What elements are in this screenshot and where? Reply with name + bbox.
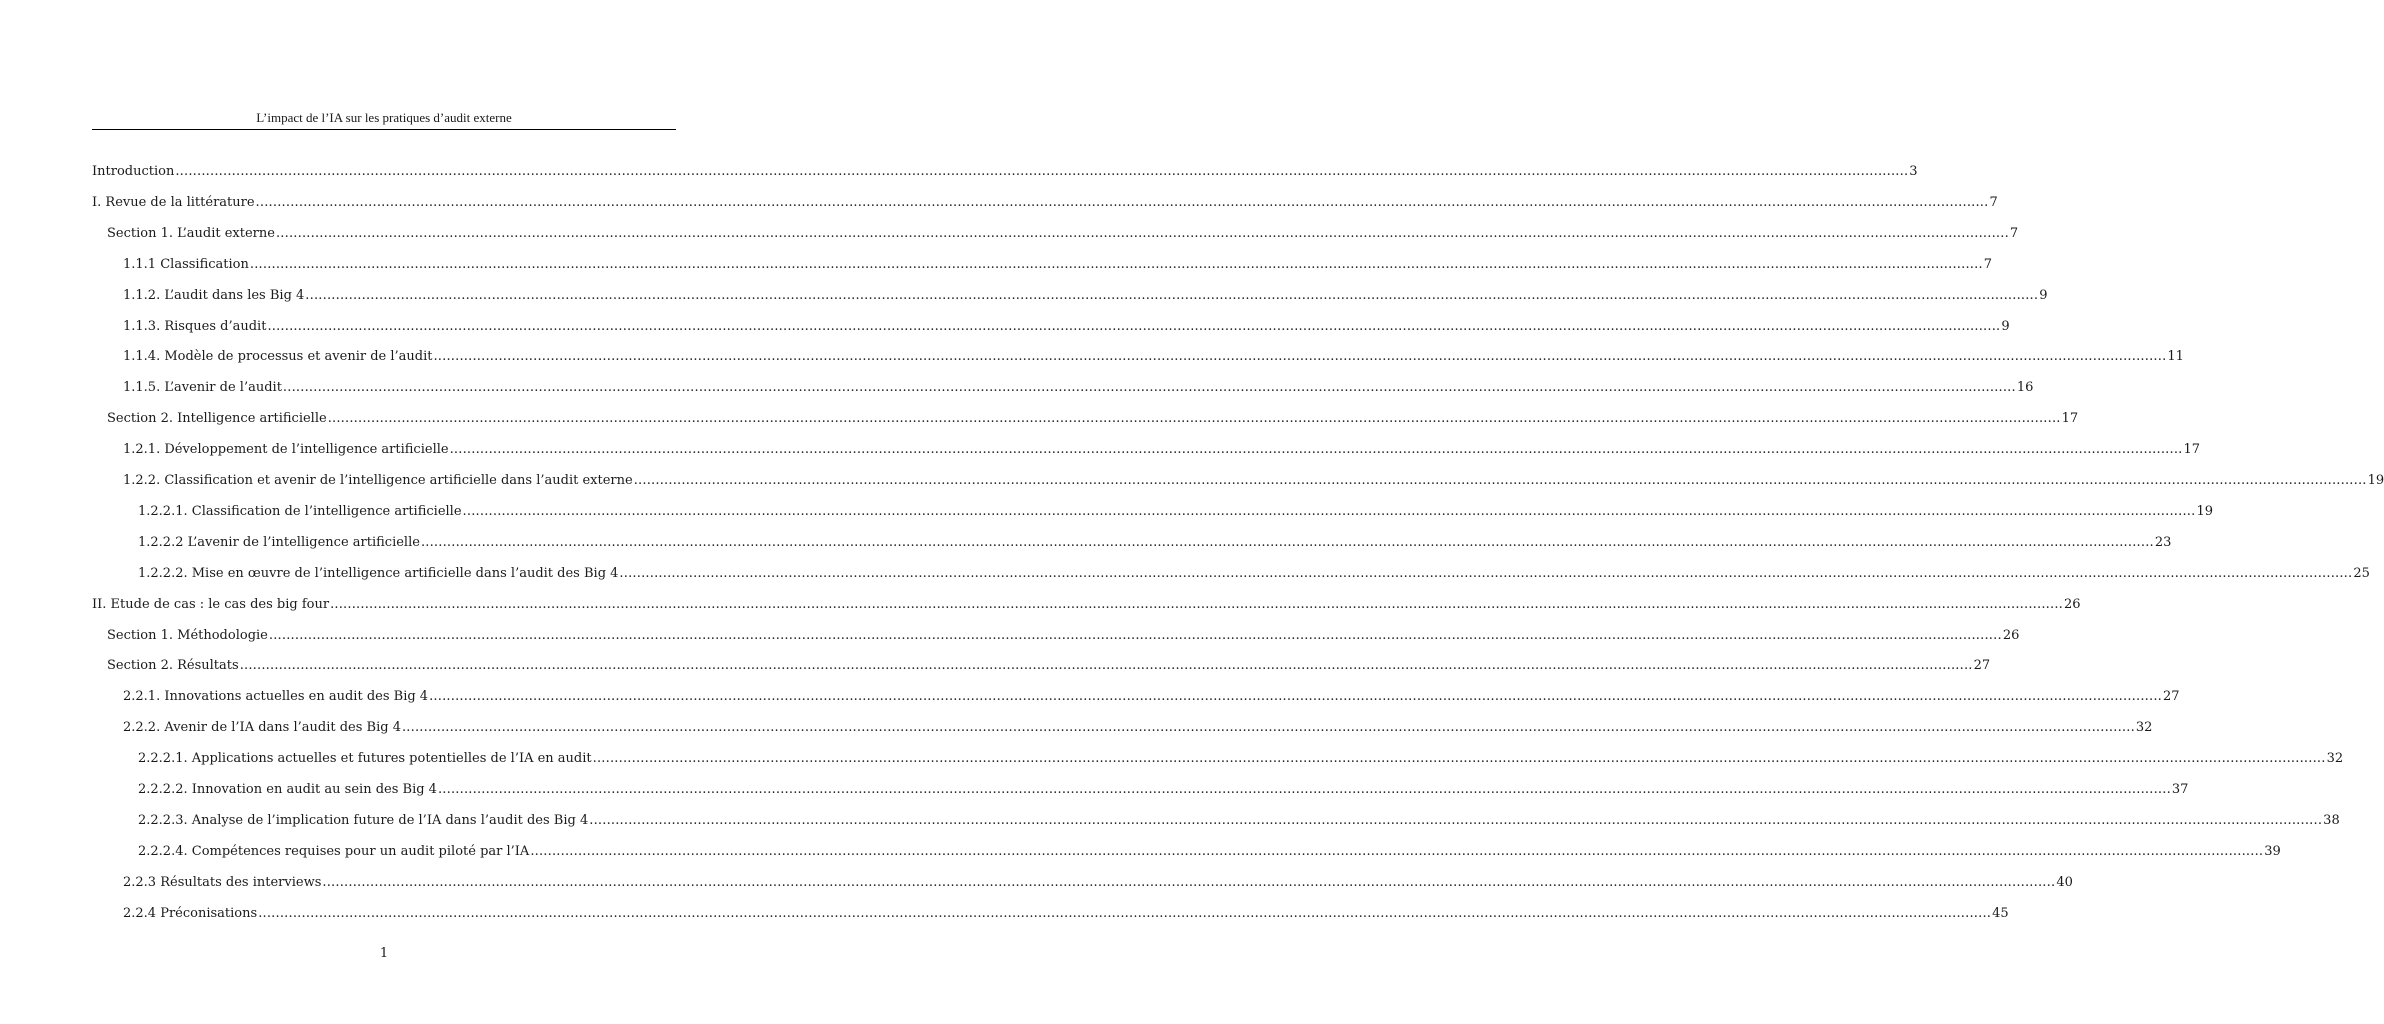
toc-entry-title: Section 1. L’audit externe: [107, 225, 275, 241]
toc-entry-title: Introduction: [92, 164, 175, 179]
toc-entry-page: 9: [2001, 318, 2010, 334]
toc-entry-title: 1.2.2.1. Classification de l’intelligence artificielle: [138, 503, 462, 519]
toc-entry-page: 9: [2039, 287, 2048, 303]
toc-entry[interactable]: [123, 287, 2048, 305]
toc-entry[interactable]: [138, 503, 2214, 521]
toc-entry-page: 19: [2367, 473, 2384, 488]
toc-entry-title: I. Revue de la littérature: [92, 194, 255, 210]
toc-entry-title: 1.2.1. Développement de l’intelligence artificielle: [123, 442, 449, 458]
toc-leader-dots: ................................................................................................................................................................................................................................................................................................................................................................................................................: [433, 349, 2167, 365]
toc-entry-page: 19: [2196, 503, 2214, 519]
toc-entry-title: Section 2. Résultats: [107, 658, 239, 674]
toc-entry-page: 26: [2064, 596, 2081, 612]
toc-entry[interactable]: [138, 534, 2172, 552]
toc-entry-page: 32: [2326, 751, 2344, 767]
toc-leader-dots: ................................................................................................................................................................................................................................................................................................................................................................................................................: [175, 164, 1909, 179]
toc-entry-title: II. Etude de cas : le cas des big four: [92, 596, 330, 612]
toc-leader-dots: ................................................................................................................................................................................................................................................................................................................................................................................................................: [267, 318, 2001, 334]
toc-entry-page: 7: [2009, 225, 2019, 241]
toc-entry[interactable]: [138, 750, 2344, 768]
toc-entry-page: 26: [2002, 627, 2020, 643]
toc-entry-page: 25: [2353, 565, 2370, 581]
toc-leader-dots: ................................................................................................................................................................................................................................................................................................................................................................................................................: [530, 843, 2264, 859]
toc-entry[interactable]: [123, 874, 2073, 892]
toc-entry-title: 1.2.2.2. Mise en œuvre de l’intelligence artificielle dans l’audit des Big 4: [138, 565, 619, 581]
toc-entry-title: 1.1.2. L’audit dans les Big 4: [123, 287, 305, 303]
toc-entry[interactable]: [123, 719, 2153, 737]
toc-leader-dots: ................................................................................................................................................................................................................................................................................................................................................................................................................: [420, 534, 2154, 550]
toc-entry-title: 1.2.2. Classification et avenir de l’intelligence artificielle dans l’audit externe: [123, 473, 633, 488]
toc-entry-page: 17: [2061, 411, 2079, 427]
toc-entry-page: 11: [2167, 349, 2184, 365]
toc-entry[interactable]: [92, 163, 1918, 181]
toc-entry-page: 40: [2056, 874, 2073, 890]
toc-entry-title: 1.1.4. Modèle de processus et avenir de l’audit: [123, 349, 433, 365]
toc-entry[interactable]: [107, 410, 2079, 428]
toc-entry-page: 3: [1909, 164, 1918, 179]
toc-entry[interactable]: [92, 596, 2081, 614]
toc-leader-dots: ................................................................................................................................................................................................................................................................................................................................................................................................................: [282, 380, 2016, 396]
toc-entry[interactable]: [92, 194, 1998, 212]
toc-entry[interactable]: [123, 318, 2010, 336]
toc-entry[interactable]: [138, 781, 2189, 799]
toc-entry-title: 1.2.2.2 L’avenir de l’intelligence artificielle: [138, 534, 420, 550]
toc-leader-dots: ................................................................................................................................................................................................................................................................................................................................................................................................................: [275, 225, 2009, 241]
toc-entry-page: 32: [2135, 720, 2153, 736]
toc-entry-title: 2.2.2.2. Innovation en audit au sein des Big 4: [138, 782, 437, 797]
toc-entry-title: 1.1.5. L’avenir de l’audit: [123, 380, 282, 396]
page-number: 1: [379, 946, 389, 961]
toc-leader-dots: ................................................................................................................................................................................................................................................................................................................................................................................................................: [429, 689, 2163, 705]
toc-leader-dots: ................................................................................................................................................................................................................................................................................................................................................................................................................: [239, 658, 1973, 674]
toc-entry-page: 39: [2264, 843, 2281, 859]
toc-entry-title: Section 2. Intelligence artificielle: [107, 411, 327, 427]
toc-leader-dots: ................................................................................................................................................................................................................................................................................................................................................................................................................: [305, 287, 2039, 303]
toc-entry-page: 45: [1992, 905, 2009, 921]
toc-entry-title: 2.2.4 Préconisations: [123, 905, 258, 921]
toc-leader-dots: ................................................................................................................................................................................................................................................................................................................................................................................................................: [401, 720, 2135, 736]
toc-entry-title: 2.2.2.3. Analyse de l’implication future de l’IA dans l’audit des Big 4: [138, 812, 589, 828]
toc-entry-page: 38: [2323, 812, 2340, 828]
toc-leader-dots: ................................................................................................................................................................................................................................................................................................................................................................................................................: [592, 751, 2326, 767]
toc-entry-page: 17: [2183, 442, 2201, 458]
toc-entry-page: 7: [1989, 194, 1998, 210]
toc-leader-dots: ................................................................................................................................................................................................................................................................................................................................................................................................................: [322, 874, 2056, 890]
toc-entry-page: 16: [2016, 380, 2034, 396]
page-header-title: L’impact de l’IA sur les pratiques d’audit externe: [92, 110, 676, 130]
toc-entry[interactable]: [138, 812, 2340, 830]
toc-entry[interactable]: [107, 657, 1991, 675]
toc-entry-page: 27: [2163, 689, 2180, 705]
toc-entry-title: 2.2.3 Résultats des interviews: [123, 874, 322, 890]
toc-entry-page: 7: [1983, 256, 1993, 272]
toc-entry[interactable]: [123, 379, 2034, 397]
toc-entry-title: 2.2.2. Avenir de l’IA dans l’audit des Big 4: [123, 720, 401, 736]
toc-leader-dots: ................................................................................................................................................................................................................................................................................................................................................................................................................: [589, 812, 2323, 828]
toc-leader-dots: ................................................................................................................................................................................................................................................................................................................................................................................................................: [437, 782, 2171, 797]
toc-entry-title: 2.2.2.4. Compétences requises pour un audit piloté par l’IA: [138, 843, 530, 859]
toc-entry-page: 27: [1973, 658, 1991, 674]
toc-entry[interactable]: [138, 843, 2281, 861]
toc-leader-dots: ................................................................................................................................................................................................................................................................................................................................................................................................................: [255, 194, 1989, 210]
toc-entry[interactable]: [123, 472, 2384, 490]
toc-leader-dots: ................................................................................................................................................................................................................................................................................................................................................................................................................: [327, 411, 2061, 427]
toc-leader-dots: ................................................................................................................................................................................................................................................................................................................................................................................................................: [258, 905, 1992, 921]
toc-leader-dots: ................................................................................................................................................................................................................................................................................................................................................................................................................: [330, 596, 2063, 612]
toc-leader-dots: ................................................................................................................................................................................................................................................................................................................................................................................................................: [249, 256, 1983, 272]
toc-entry[interactable]: [123, 441, 2201, 459]
toc-entry-title: 1.1.3. Risques d’audit: [123, 318, 267, 334]
toc-entry[interactable]: [123, 348, 2184, 366]
toc-entry-page: 23: [2154, 534, 2172, 550]
toc-entry[interactable]: [123, 688, 2180, 706]
toc-entry-page: 37: [2171, 782, 2189, 797]
toc-entry[interactable]: [138, 565, 2370, 583]
toc-entry[interactable]: [123, 256, 1993, 274]
toc-leader-dots: ................................................................................................................................................................................................................................................................................................................................................................................................................: [268, 627, 2002, 643]
toc-entry-title: Section 1. Méthodologie: [107, 627, 268, 643]
toc-entry[interactable]: [123, 905, 2009, 923]
toc-entry[interactable]: [107, 627, 2020, 645]
toc-leader-dots: ................................................................................................................................................................................................................................................................................................................................................................................................................: [619, 565, 2353, 581]
toc-leader-dots: ................................................................................................................................................................................................................................................................................................................................................................................................................: [462, 503, 2196, 519]
toc-leader-dots: ................................................................................................................................................................................................................................................................................................................................................................................................................: [449, 442, 2183, 458]
toc-entry-title: 1.1.1 Classification: [123, 256, 249, 272]
toc-entry[interactable]: [107, 225, 2019, 243]
toc-entry-title: 2.2.2.1. Applications actuelles et futures potentielles de l’IA en audit: [138, 751, 592, 767]
toc-leader-dots: ................................................................................................................................................................................................................................................................................................................................................................................................................: [633, 473, 2367, 488]
toc-entry-title: 2.2.1. Innovations actuelles en audit des Big 4: [123, 689, 429, 705]
